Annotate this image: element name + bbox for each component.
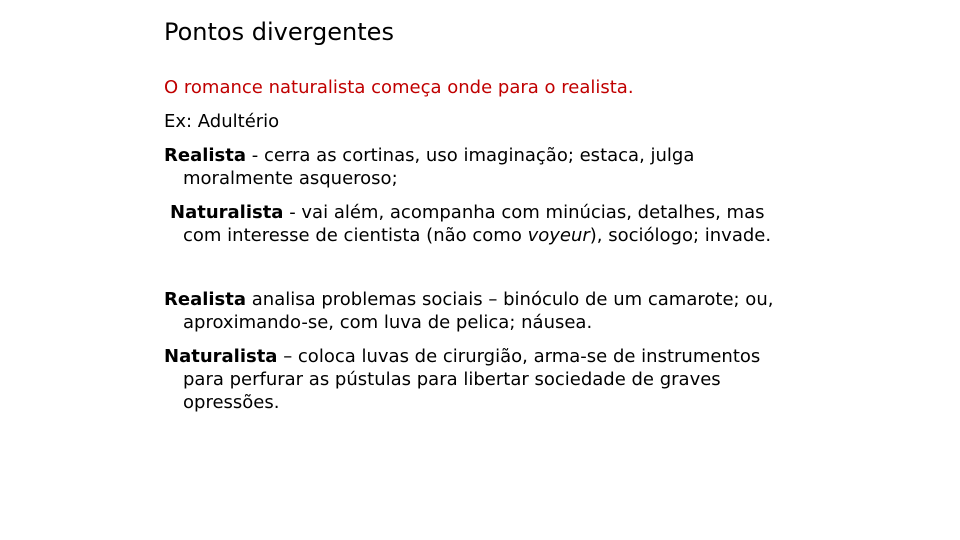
naturalista-text-b: ), sociólogo; invade. [589, 225, 772, 246]
realista-text-2: analisa problemas sociais – binóculo de um camarote; ou, aproximando-se, com luva de pelica; náusea. [183, 289, 774, 333]
naturalista-point-2 [164, 345, 804, 414]
naturalista-point-1 [164, 201, 804, 247]
naturalista-label: Naturalista [170, 202, 284, 223]
naturalista-italic: voyeur [527, 225, 590, 246]
realista-point-2 [164, 288, 804, 334]
realista-point-1 [164, 144, 804, 190]
realista-text: - cerra as cortinas, uso imaginação; estaca, julga moralmente asqueroso; [183, 145, 695, 189]
intro-line: O romance naturalista começa onde para o realista. [164, 77, 634, 98]
naturalista-label-2: Naturalista [164, 346, 278, 367]
slide-body [164, 76, 804, 414]
slide-title: Pontos divergentes [164, 18, 394, 46]
naturalista-text-a: - vai além, acompanha com minúcias, detalhes, mas com interesse de cientista (não como [183, 202, 765, 246]
realista-label: Realista [164, 145, 247, 166]
naturalista-text-2: – coloca luvas de cirurgião, arma-se de instrumentos para perfurar as pústulas para libertar sociedade de graves opressões. [183, 346, 761, 413]
example-line: Ex: Adultério [164, 111, 280, 132]
realista-label-2: Realista [164, 289, 247, 310]
